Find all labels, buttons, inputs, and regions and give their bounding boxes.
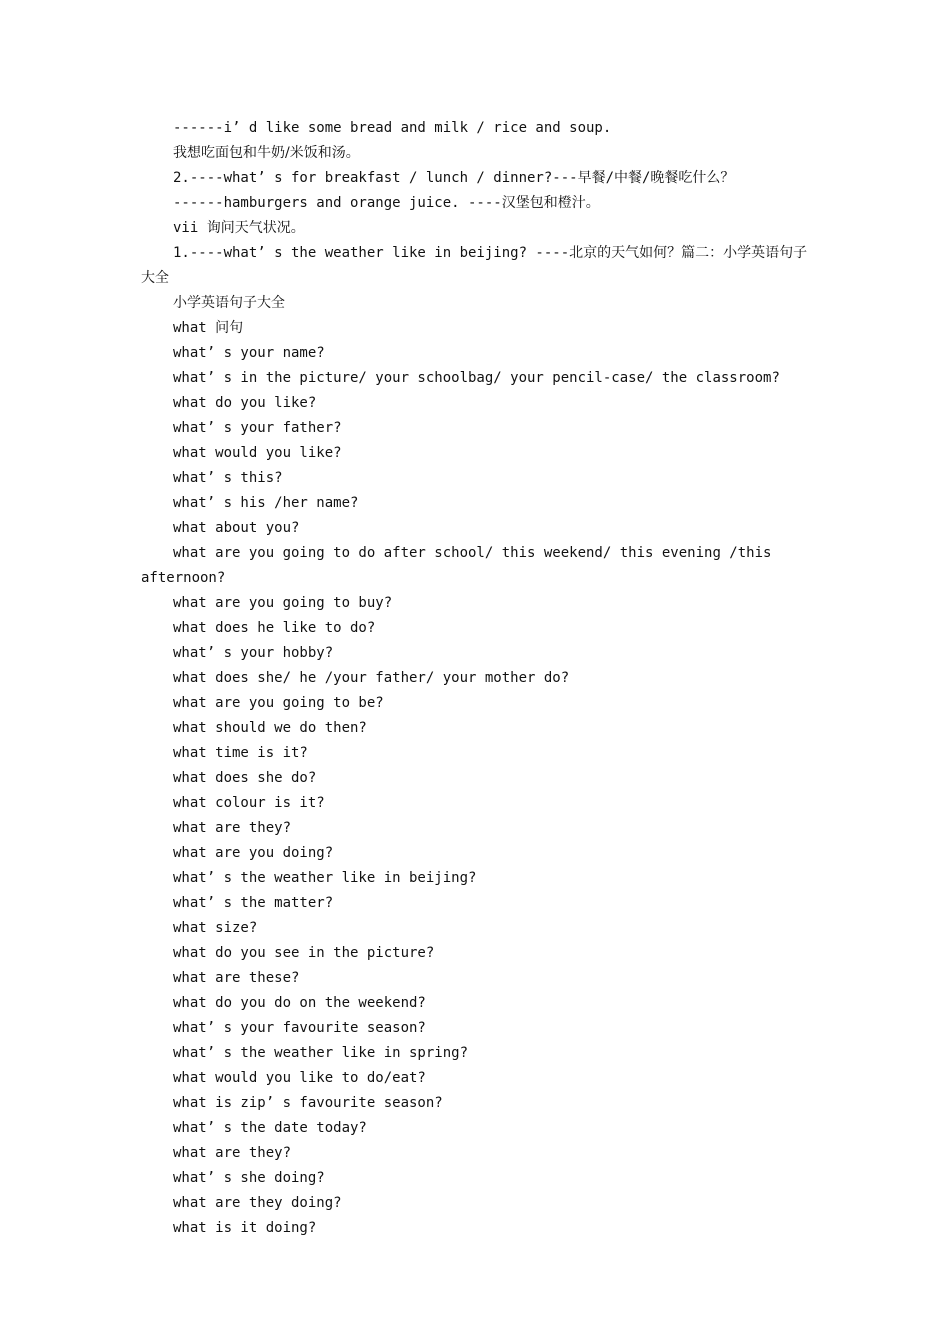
text-line: ------i’ d like some bread and milk / rice and soup. bbox=[173, 120, 612, 136]
text-line: what’ s your name? bbox=[173, 345, 325, 361]
text-line: what are you going to buy? bbox=[173, 595, 393, 611]
text-line: 1.----what’ s the weather like in beijing? ----北京的天气如何？篇二：小学英语句子大全 bbox=[141, 245, 808, 286]
text-line: what do you like? bbox=[173, 395, 317, 411]
text-line: what are they doing? bbox=[173, 1195, 342, 1211]
text-line: what colour is it? bbox=[173, 795, 325, 811]
text-line: what’ s your hobby? bbox=[173, 645, 334, 661]
text-line: what are these? bbox=[173, 970, 300, 986]
text-line: what size? bbox=[173, 920, 258, 936]
text-line: what is zip’ s favourite season? bbox=[173, 1095, 443, 1111]
text-line: what are you going to be? bbox=[173, 695, 384, 711]
text-line: what time is it? bbox=[173, 745, 308, 761]
subsection-heading: what 问句 bbox=[173, 320, 244, 336]
text-line: what are they? bbox=[173, 820, 292, 836]
document-body bbox=[141, 116, 816, 1241]
text-line: what would you like? bbox=[173, 445, 342, 461]
text-line: what do you see in the picture? bbox=[173, 945, 435, 961]
text-line: 2.----what’ s for breakfast / lunch / dinner?---早餐/中餐/晚餐吃什么？ bbox=[173, 170, 735, 186]
text-line: what’ s the matter? bbox=[173, 895, 334, 911]
text-line: what does she do? bbox=[173, 770, 317, 786]
text-line: what’ s this? bbox=[173, 470, 283, 486]
text-line: what’ s the weather like in beijing? bbox=[173, 870, 477, 886]
text-line: ------hamburgers and orange juice. ----汉堡包和橙汁。 bbox=[173, 195, 600, 211]
text-line: what’ s the date today? bbox=[173, 1120, 367, 1136]
text-line: 我想吃面包和牛奶/米饭和汤。 bbox=[173, 145, 360, 161]
text-line: what’ s in the picture/ your schoolbag/ your pencil-case/ the classroom? bbox=[173, 370, 780, 386]
text-line: what are you going to do after school/ this weekend/ this evening /this afternoon? bbox=[141, 545, 772, 586]
text-line: what are you doing? bbox=[173, 845, 334, 861]
text-line: what does he like to do? bbox=[173, 620, 376, 636]
text-line: what does she/ he /your father/ your mother do? bbox=[173, 670, 570, 686]
text-line: what’ s his /her name? bbox=[173, 495, 359, 511]
text-line: vii 询问天气状况。 bbox=[173, 220, 305, 236]
text-line: what do you do on the weekend? bbox=[173, 995, 426, 1011]
text-line: what’ s your father? bbox=[173, 420, 342, 436]
text-line: what’ s the weather like in spring? bbox=[173, 1045, 469, 1061]
text-line: what would you like to do/eat? bbox=[173, 1070, 426, 1086]
text-line: what should we do then? bbox=[173, 720, 367, 736]
text-line: what about you? bbox=[173, 520, 300, 536]
text-line: what is it doing? bbox=[173, 1220, 317, 1236]
text-line: what’ s she doing? bbox=[173, 1170, 325, 1186]
text-line: what’ s your favourite season? bbox=[173, 1020, 426, 1036]
section-heading: 小学英语句子大全 bbox=[173, 295, 285, 311]
text-line: what are they? bbox=[173, 1145, 292, 1161]
